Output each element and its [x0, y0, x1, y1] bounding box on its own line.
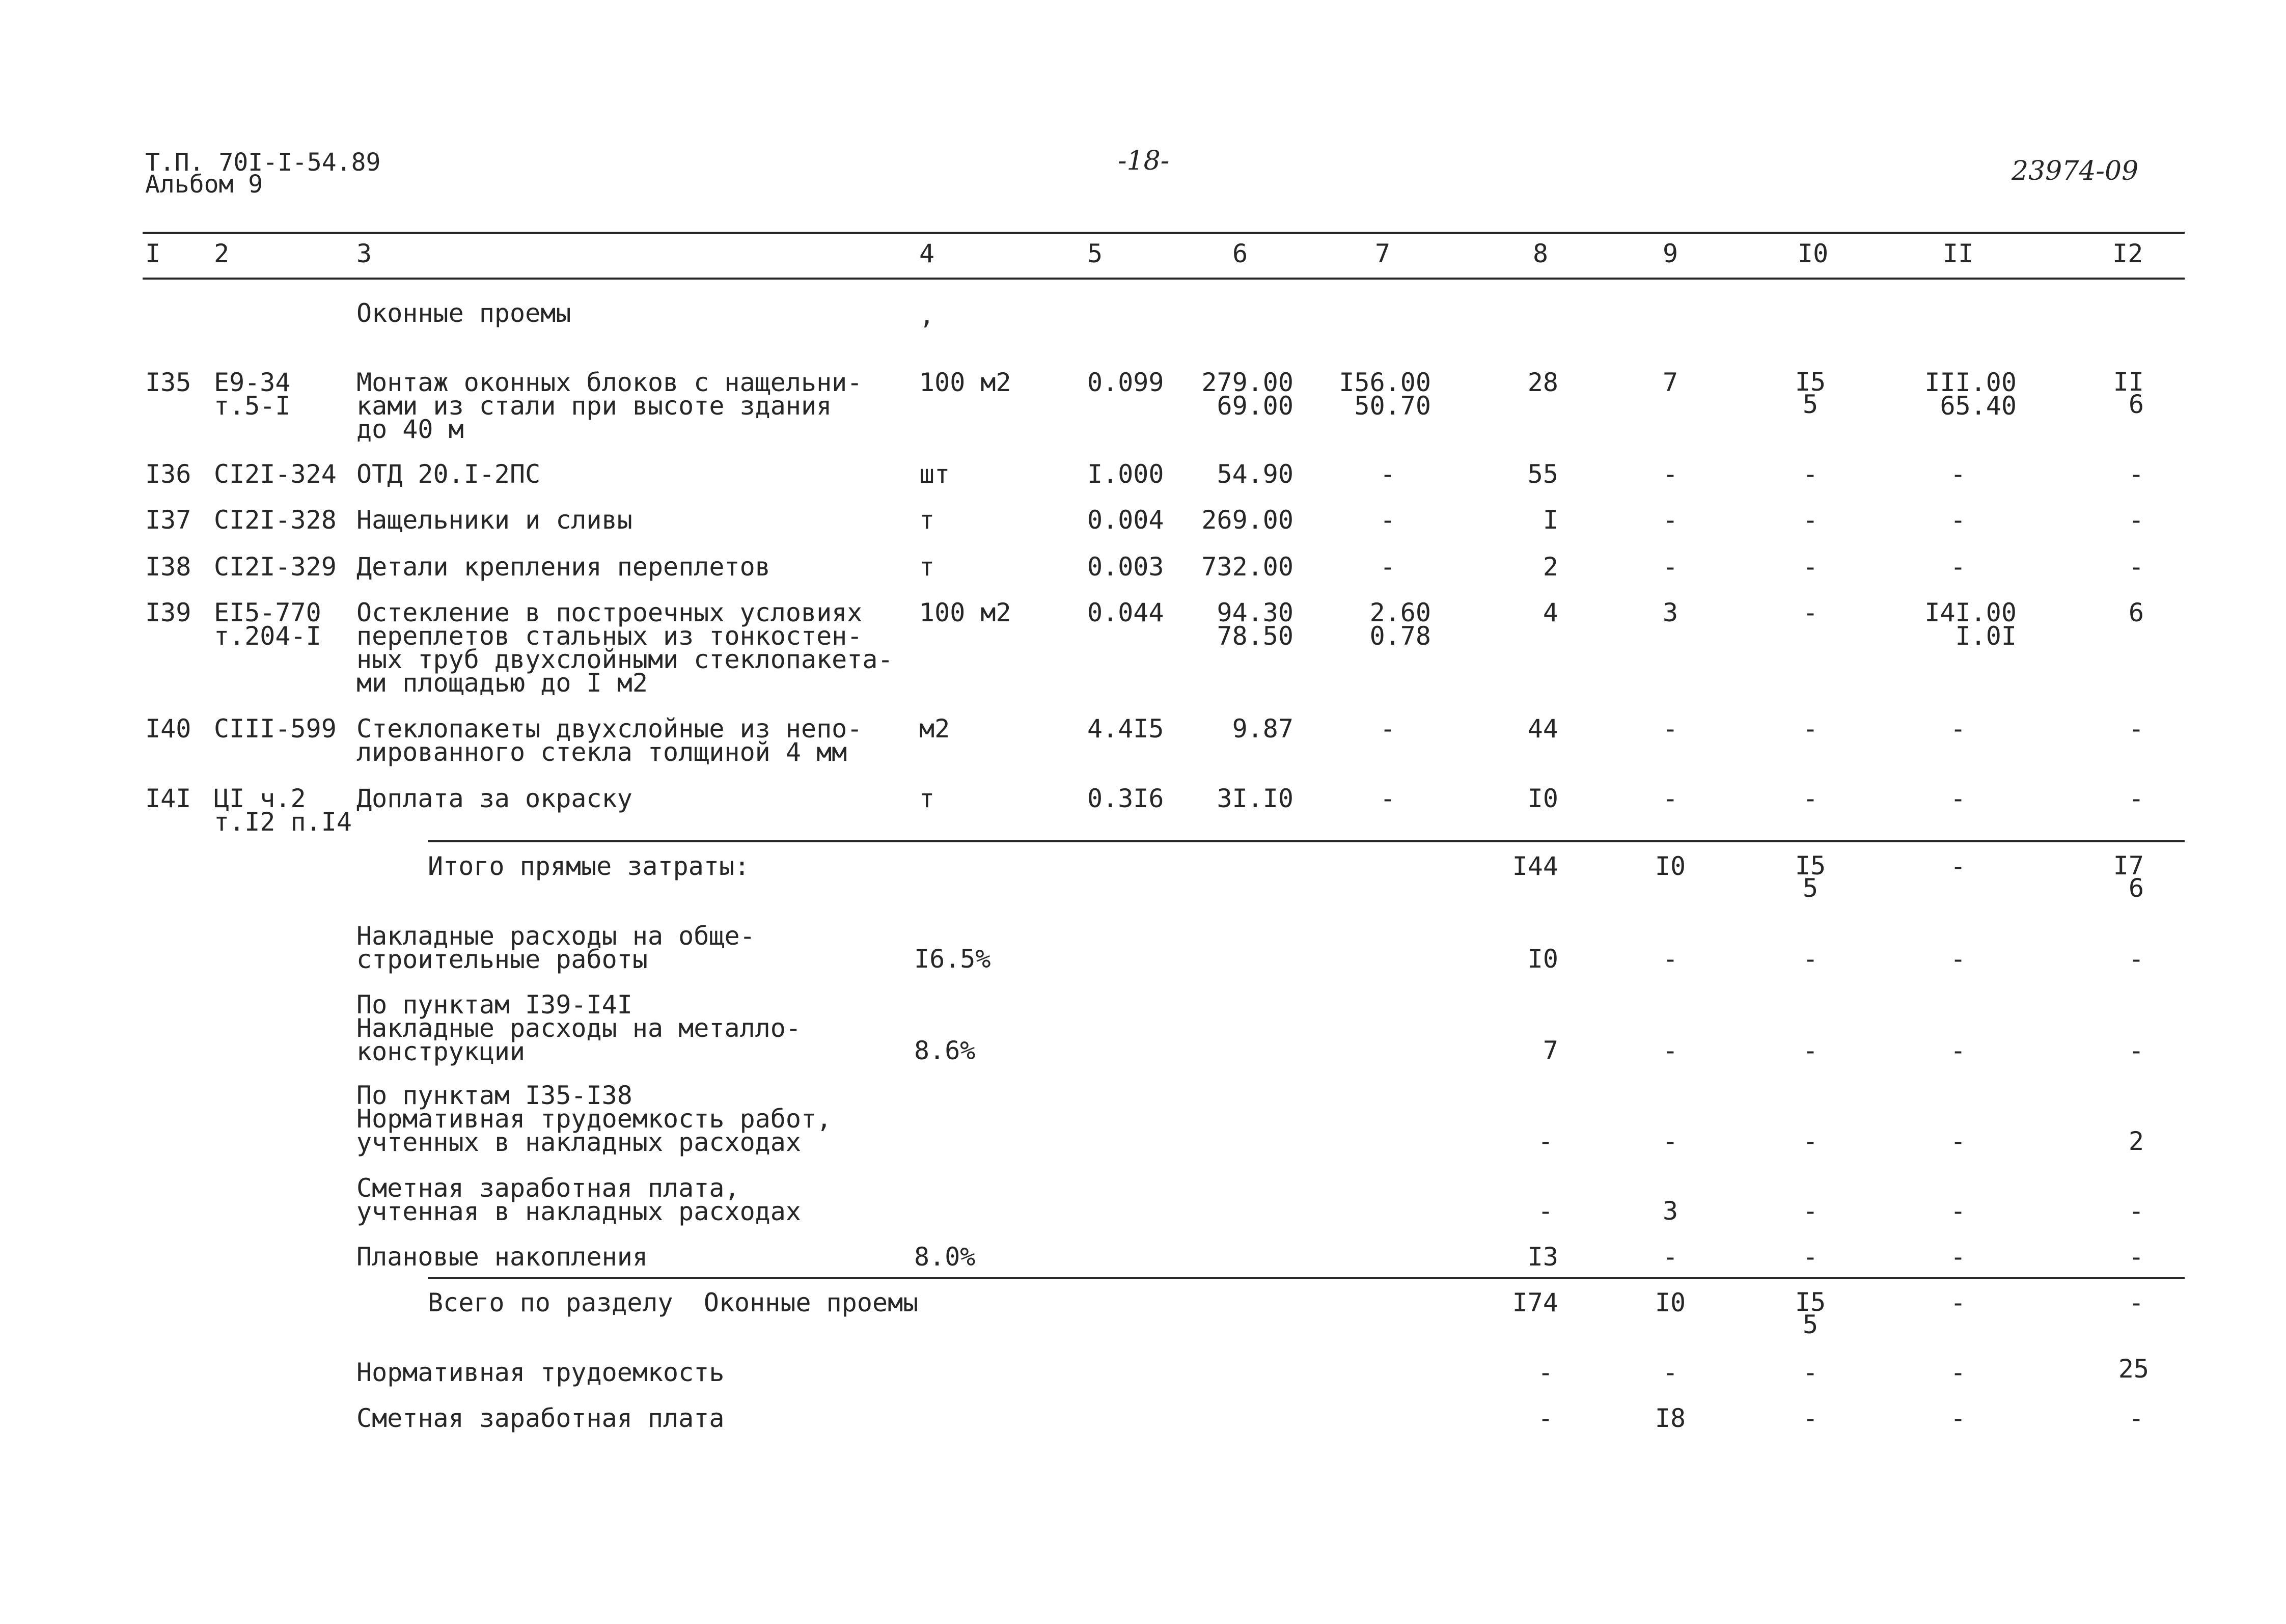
quantity: 0.3I6 — [1087, 784, 1164, 813]
unit: шт — [919, 459, 950, 489]
col10-value: - — [1802, 1126, 1819, 1156]
col6-value: 279.00 69.00 — [1201, 368, 1293, 421]
col9-value: - — [1662, 1126, 1678, 1156]
col11-value: - — [1950, 1242, 1966, 1272]
col12-value: 6 — [2128, 598, 2144, 627]
col12-value: - — [2128, 1403, 2144, 1433]
col8-value: I0 — [1527, 944, 1558, 974]
col8-value: 55 — [1527, 459, 1558, 489]
total-label: Нормативная трудоемкость — [356, 1358, 725, 1387]
work-description: Нащельники и сливы — [356, 505, 632, 535]
col9-value: I0 — [1655, 1288, 1686, 1317]
unit: т — [919, 784, 935, 813]
col11-value: - — [1950, 1288, 1966, 1317]
table-top-rule — [143, 232, 2185, 234]
col11-value: I4I.00 I.0I — [1924, 598, 2017, 651]
column-header-rule — [143, 278, 2185, 280]
col12-value: - — [2128, 1288, 2144, 1317]
col11-value: - — [1950, 552, 1966, 582]
norm-code: ЦI ч.2 т.I2 п.I4 — [214, 784, 352, 837]
column-number: 7 — [1375, 239, 1391, 268]
col9-value: - — [1662, 1358, 1678, 1387]
col9-value: - — [1662, 784, 1678, 813]
col11-value: III.00 65.40 — [1924, 368, 2017, 421]
total-label: По пунктам I39-I4I Накладные расходы на металло- конструкции — [356, 990, 801, 1066]
col10-value: I5 5 — [1795, 367, 1826, 419]
norm-code: Е9-34 т.5-I — [214, 368, 291, 421]
row-number: I35 — [145, 368, 191, 397]
work-description: Детали крепления переплетов — [356, 552, 770, 582]
col6-value: 54.90 — [1217, 459, 1293, 489]
totals-rule — [428, 840, 2185, 842]
col10-value: - — [1802, 1196, 1819, 1226]
norm-code: СI2I-328 — [214, 505, 337, 535]
col11-value: - — [1950, 1036, 1966, 1065]
section-title: Оконные проемы — [356, 298, 571, 328]
total-rate: 8.0% — [914, 1242, 976, 1272]
col8-value: 4 — [1543, 598, 1558, 627]
col6-value: 269.00 — [1201, 505, 1293, 535]
total-label: Сметная заработная плата, учтенная в накладных расходах — [356, 1173, 801, 1226]
col8-value: I0 — [1527, 784, 1558, 813]
column-number: I0 — [1798, 239, 1829, 268]
column-number: 2 — [214, 239, 230, 268]
col11-value: - — [1950, 1403, 1966, 1433]
col6-value: 732.00 — [1201, 552, 1293, 582]
row-number: I40 — [145, 714, 191, 744]
col12-value: II 6 — [2113, 367, 2144, 419]
col12-value: - — [2128, 1242, 2144, 1272]
col6-value: 94.30 78.50 — [1217, 598, 1293, 651]
col8-value: I — [1543, 505, 1558, 535]
col10-value: - — [1802, 1036, 1819, 1065]
total-label: Итого прямые затраты: — [428, 851, 750, 881]
col6-value: 3I.I0 — [1217, 784, 1293, 813]
col9-value: - — [1662, 1242, 1678, 1272]
col7-value: - — [1380, 459, 1396, 489]
quantity: 0.099 — [1087, 368, 1164, 397]
col9-value: - — [1662, 944, 1678, 974]
page-number: -18- — [1118, 146, 1170, 176]
quantity: 0.004 — [1087, 505, 1164, 535]
col7-value: - — [1380, 552, 1396, 582]
col10-value: - — [1802, 552, 1819, 582]
col9-value: - — [1662, 552, 1678, 582]
col12-value: I7 6 — [2113, 851, 2144, 903]
col8-value: - — [1537, 1358, 1554, 1387]
col10-value: - — [1802, 459, 1819, 489]
col10-value: I5 5 — [1795, 851, 1826, 903]
col8-value: 44 — [1527, 714, 1558, 744]
col10-value: - — [1802, 598, 1819, 627]
col10-value: I5 5 — [1795, 1287, 1826, 1339]
col8-value: I3 — [1527, 1242, 1558, 1272]
col10-value: - — [1802, 784, 1819, 813]
col11-value: - — [1950, 1196, 1966, 1226]
archive-stamp: 23974-09 — [2012, 156, 2139, 186]
row-number: I4I — [145, 784, 191, 813]
total-label: По пунктам I35-I38 Нормативная трудоемкость работ, учтенных в накладных расходах — [356, 1081, 832, 1157]
col12-value: - — [2128, 1196, 2144, 1226]
column-number: 6 — [1232, 239, 1248, 268]
col10-value: - — [1802, 1403, 1819, 1433]
col7-value: I56.00 50.70 — [1339, 368, 1431, 421]
col10-value: - — [1802, 505, 1819, 535]
col7-value: - — [1380, 505, 1396, 535]
col12-value: - — [2128, 784, 2144, 813]
column-number: I — [145, 239, 161, 268]
col10-value: - — [1802, 944, 1819, 974]
column-number: 5 — [1087, 239, 1103, 268]
col10-value: - — [1802, 714, 1819, 744]
row-number: I36 — [145, 459, 191, 489]
column-number: II — [1943, 239, 1974, 268]
col8-value: 7 — [1543, 1036, 1558, 1065]
unit: 100 м2 — [919, 598, 1011, 627]
column-number: I2 — [2112, 239, 2143, 268]
col10-value: - — [1802, 1358, 1819, 1387]
row-number: I38 — [145, 552, 191, 582]
col9-value: - — [1662, 1036, 1678, 1065]
unit: т — [919, 505, 935, 535]
col12-value: 25 — [2118, 1354, 2149, 1384]
norm-code: СI2I-324 — [214, 459, 337, 489]
unit: 100 м2 — [919, 368, 1011, 397]
norm-code: СIII-599 — [214, 714, 337, 744]
col12-value: - — [2128, 505, 2144, 535]
col9-value: - — [1662, 714, 1678, 744]
col11-value: - — [1950, 851, 1966, 881]
work-description: Доплата за окраску — [356, 784, 632, 813]
col9-value: 7 — [1662, 368, 1678, 397]
total-label: Плановые накопления — [356, 1242, 648, 1272]
col6-value: 9.87 — [1232, 714, 1293, 744]
row-number: I37 — [145, 505, 191, 535]
col8-value: - — [1537, 1403, 1554, 1433]
work-description: ОТД 20.I-2ПС — [356, 459, 541, 489]
total-rate: I6.5% — [914, 944, 991, 974]
norm-code: ЕI5-770 т.204-I — [214, 598, 321, 651]
col11-value: - — [1950, 714, 1966, 744]
work-description: Стеклопакеты двухслойные из непо- лированного стекла толщиной 4 мм — [356, 714, 863, 767]
col7-value: - — [1380, 784, 1396, 813]
col11-value: - — [1950, 459, 1966, 489]
unit: т — [919, 552, 935, 582]
doc-number: Т.П. 70I-I-54.89 — [145, 148, 381, 177]
total-label: Всего по разделу Оконные проемы — [428, 1288, 919, 1317]
total-label: Накладные расходы на обще- строительные работы — [356, 921, 755, 974]
stray-mark: , — [919, 300, 935, 330]
col12-value: - — [2128, 944, 2144, 974]
col8-value: 28 — [1527, 368, 1558, 397]
album-label: Альбом 9 — [145, 170, 263, 199]
col8-value: 2 — [1543, 552, 1558, 582]
column-number: 8 — [1533, 239, 1549, 268]
row-number: I39 — [145, 598, 191, 627]
quantity: I.000 — [1087, 459, 1164, 489]
col8-value: - — [1537, 1126, 1554, 1156]
col10-value: - — [1802, 1242, 1819, 1272]
col12-value: - — [2128, 459, 2144, 489]
total-label: Сметная заработная плата — [356, 1403, 725, 1433]
col8-value: - — [1537, 1196, 1554, 1226]
work-description: Монтаж оконных блоков с нащельни- ками из стали при высоте здания до 40 м — [356, 368, 863, 444]
column-number: 4 — [919, 239, 935, 268]
col7-value: 2.60 0.78 — [1369, 598, 1431, 651]
col9-value: 3 — [1662, 1196, 1678, 1226]
section-total-rule — [428, 1277, 2185, 1279]
col12-value: - — [2128, 1036, 2144, 1065]
col9-value: I0 — [1655, 851, 1686, 881]
col12-value: - — [2128, 552, 2144, 582]
quantity: 0.044 — [1087, 598, 1164, 627]
col7-value: - — [1380, 714, 1396, 744]
column-number: 9 — [1663, 239, 1678, 268]
quantity: 0.003 — [1087, 552, 1164, 582]
col12-value: - — [2128, 714, 2144, 744]
col8-value: I44 — [1512, 851, 1558, 881]
col8-value: I74 — [1512, 1288, 1558, 1317]
col12-value: 2 — [2128, 1126, 2144, 1156]
col11-value: - — [1950, 784, 1966, 813]
col11-value: - — [1950, 1126, 1966, 1156]
col9-value: - — [1662, 459, 1678, 489]
col9-value: I8 — [1655, 1403, 1686, 1433]
norm-code: СI2I-329 — [214, 552, 337, 582]
work-description: Остекление в построечных условиях переплетов стальных из тонкостен- ных труб двухслойными стеклопакета- ми площадью до I м2 — [356, 598, 893, 698]
total-rate: 8.6% — [914, 1036, 976, 1065]
unit: м2 — [919, 714, 950, 744]
column-number: 3 — [356, 239, 372, 268]
quantity: 4.4I5 — [1087, 714, 1164, 744]
col9-value: - — [1662, 505, 1678, 535]
col11-value: - — [1950, 1358, 1966, 1387]
col9-value: 3 — [1662, 598, 1678, 627]
col11-value: - — [1950, 505, 1966, 535]
col11-value: - — [1950, 944, 1966, 974]
